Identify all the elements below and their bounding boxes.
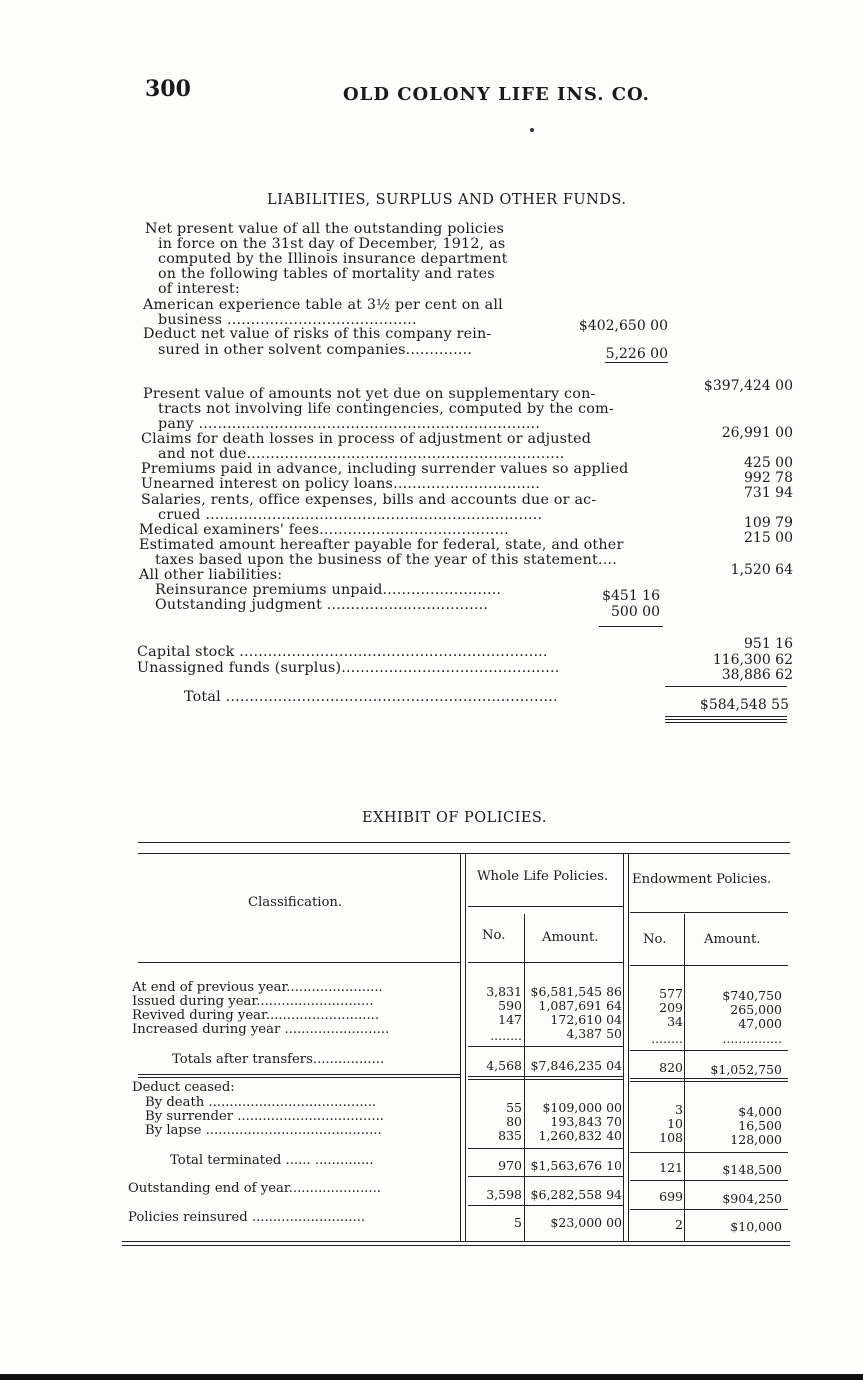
en-amount: $1,052,750 [710,1062,782,1077]
column-divider [460,853,461,1241]
wl-amount: 1,087,691 64 [538,998,622,1013]
deduct-line: sured in other solvent companies.............. [158,342,473,358]
total-double-rule [468,1076,623,1077]
wl-no: 835 [498,1128,522,1143]
reinsurance-label: Reinsurance premiums unpaid......................... [155,582,502,598]
other-liabilities-label: All other liabilities: [139,567,283,583]
wl-amount: $23,000 00 [550,1215,622,1230]
item-salaries: crued ....................................................................... [158,507,543,523]
header-bottom-rule [468,962,623,963]
total-double-rule [630,1078,788,1079]
item-salaries: Salaries, rents, office expenses, bills and accounts due or ac- [141,492,597,508]
item-salaries-value: 109 79 [744,515,793,531]
table-top-rule [138,853,790,854]
row-label: Total terminated ...... .............. [170,1153,374,1168]
amer-exp-line: business ........................................ [158,312,417,328]
wl-no: 3,598 [486,1187,522,1202]
wl-no: 590 [498,998,522,1013]
total-value: $584,548 55 [699,697,789,713]
row-label: At end of previous year....................... [132,980,383,995]
total-label: Total ...................................................................... [184,689,558,705]
wl-amount: 4,387 50 [566,1026,622,1041]
en-amount: $740,750 [722,988,782,1003]
classification-header: Classification. [248,895,343,910]
item-premiums: Premiums paid in advance, including surrender values so applied [141,461,629,477]
wl-amount: 193,843 70 [550,1114,622,1129]
column-divider [524,914,525,1241]
deduct-line: Deduct net value of risks of this company rein- [143,326,492,342]
item-taxes-value: 1,520 64 [730,562,793,578]
row-label: By death ........................................ [145,1095,377,1110]
deduct-value: 5,226 00 [605,346,668,362]
surplus-value: 38,886 62 [721,667,793,683]
item-unearned: Unearned interest on policy loans............................... [141,476,541,492]
column-divider [465,853,466,1241]
wl-no: 147 [498,1012,522,1027]
en-amount: $10,000 [730,1219,782,1234]
item-supplementary-value: 26,991 00 [721,425,793,441]
column-divider [628,853,629,1241]
en-no-header: No. [643,932,667,947]
wl-no: 80 [506,1114,522,1129]
total-double-rule [138,1077,460,1078]
en-no: ........ [651,1031,683,1046]
running-head: OLD COLONY LIFE INS. CO. [343,84,650,105]
en-amount: $148,500 [722,1162,782,1177]
double-rule [665,719,787,720]
other-total-value: 951 16 [744,636,793,652]
en-no: 10 [667,1116,683,1131]
exhibit-title: EXHIBIT OF POLICIES. [362,810,547,826]
table-bottom-rule [122,1241,790,1242]
row-label: By surrender ................................... [145,1109,384,1124]
subtotal-rule [468,1205,623,1206]
row-label: Issued during year............................ [132,994,374,1009]
wl-amount: $1,563,676 10 [530,1158,622,1173]
capital-value: 116,300 62 [712,652,793,668]
item-claims: Claims for death losses in process of adjustment or adjusted [141,431,592,447]
subtotal-rule [630,1180,788,1181]
item-premiums-value: 992 78 [744,470,793,486]
item-claims-value: 425 00 [744,455,793,471]
en-no: 2 [675,1217,683,1232]
whole-life-header: Whole Life Policies. [477,869,609,884]
intro-line: of interest: [158,281,241,297]
en-no: 820 [659,1060,683,1075]
judgment-label: Outstanding judgment .................................. [155,597,489,613]
en-no: 699 [659,1189,683,1204]
total-double-rule [630,1081,788,1082]
en-amount: 265,000 [730,1002,782,1017]
page-number: 300 [145,76,191,102]
column-divider [623,853,624,1241]
subtotal-rule [468,1046,623,1047]
en-no: 209 [659,1000,683,1015]
endowment-header: Endowment Policies. [632,872,772,887]
item-medical: Medical examiners' fees........................................ [139,522,509,538]
double-rule [665,722,787,723]
header-bottom-rule [630,965,788,966]
item-medical-value: 215 00 [744,530,793,546]
total-rule [665,686,787,687]
subtotal-rule [468,1148,623,1149]
en-no: 577 [659,986,683,1001]
capital-label: Capital stock ................................................................. [137,644,548,660]
item-supplementary: Present value of amounts not yet due on supplementary con- [143,386,596,402]
amer-exp-line: American experience table at 3½ per cent on all [143,297,503,313]
intro-line: on the following tables of mortality and rates [158,266,495,282]
net-value: $397,424 00 [703,378,793,394]
en-no: 3 [675,1102,683,1117]
row-label: Policies reinsured ........................... [128,1210,366,1225]
wl-amount: $6,282,558 94 [530,1187,622,1202]
en-amount: 47,000 [738,1016,782,1031]
subtotal-rule [630,1050,788,1051]
intro-line: in force on the 31st day of December, 1912, as [158,236,506,252]
liabilities-title: LIABILITIES, SURPLUS AND OTHER FUNDS. [267,192,627,208]
en-amount-header: Amount. [704,932,761,947]
item-taxes: taxes based upon the business of the year of this statement.... [155,552,617,568]
wl-no: 3,831 [486,984,522,999]
row-label: Revived during year........................... [132,1008,380,1023]
en-no: 34 [667,1014,683,1029]
en-amount: ............... [722,1031,782,1046]
total-double-rule [468,1079,623,1080]
scan-edge [0,1374,863,1380]
wl-amount: $109,000 00 [542,1100,622,1115]
en-amount: 128,000 [730,1132,782,1147]
judgment-value: 500 00 [611,604,660,620]
wl-amount-header: Amount. [542,930,599,945]
subtotal-rule [630,1152,788,1153]
deduct-ceased-label: Deduct ceased: [132,1080,235,1095]
wl-amount: 1,260,832 40 [538,1128,622,1143]
table-top-rule [138,842,790,843]
group-rule [630,912,788,913]
wl-no-header: No. [482,928,506,943]
sub-rule [599,626,663,627]
surplus-label: Unassigned funds (surplus).............................................. [137,660,560,676]
row-label: Increased during year ......................... [132,1022,390,1037]
row-label: Outstanding end of year...................... [128,1181,381,1196]
table-bottom-rule [122,1245,790,1246]
wl-no: 970 [498,1158,522,1173]
en-no: 108 [659,1130,683,1145]
wl-no: 55 [506,1100,522,1115]
ink-speck [530,128,534,132]
wl-no: ........ [490,1028,522,1043]
intro-line: computed by the Illinois insurance department [158,251,508,267]
en-amount: 16,500 [738,1118,782,1133]
item-taxes: Estimated amount hereafter payable for federal, state, and other [139,537,624,553]
row-label: By lapse .......................................... [145,1123,382,1138]
amer-exp-value: $402,650 00 [578,318,668,334]
wl-amount: $6,581,545 86 [530,984,622,999]
en-no: 121 [659,1160,683,1175]
wl-no: 5 [514,1215,522,1230]
subtotal-rule [630,1209,788,1210]
item-unearned-value: 731 94 [744,485,793,501]
sub-rule [605,362,668,363]
total-double-rule [138,1074,460,1075]
en-amount: $904,250 [722,1191,782,1206]
row-label: Totals after transfers................. [172,1052,385,1067]
en-amount: $4,000 [738,1104,782,1119]
group-rule [468,906,623,907]
wl-amount: $7,846,235 04 [530,1058,622,1073]
subtotal-rule [468,1176,623,1177]
item-supplementary: pany ........................................................................ [158,416,541,432]
wl-no: 4,568 [486,1058,522,1073]
item-claims: and not due................................................................... [158,446,565,462]
reinsurance-value: $451 16 [602,588,660,604]
item-supplementary: tracts not involving life contingencies, computed by the com- [158,401,614,417]
wl-amount: 172,610 04 [550,1012,622,1027]
double-rule [665,716,787,717]
header-bottom-rule [138,962,460,963]
intro-line: Net present value of all the outstanding policies [145,221,505,237]
